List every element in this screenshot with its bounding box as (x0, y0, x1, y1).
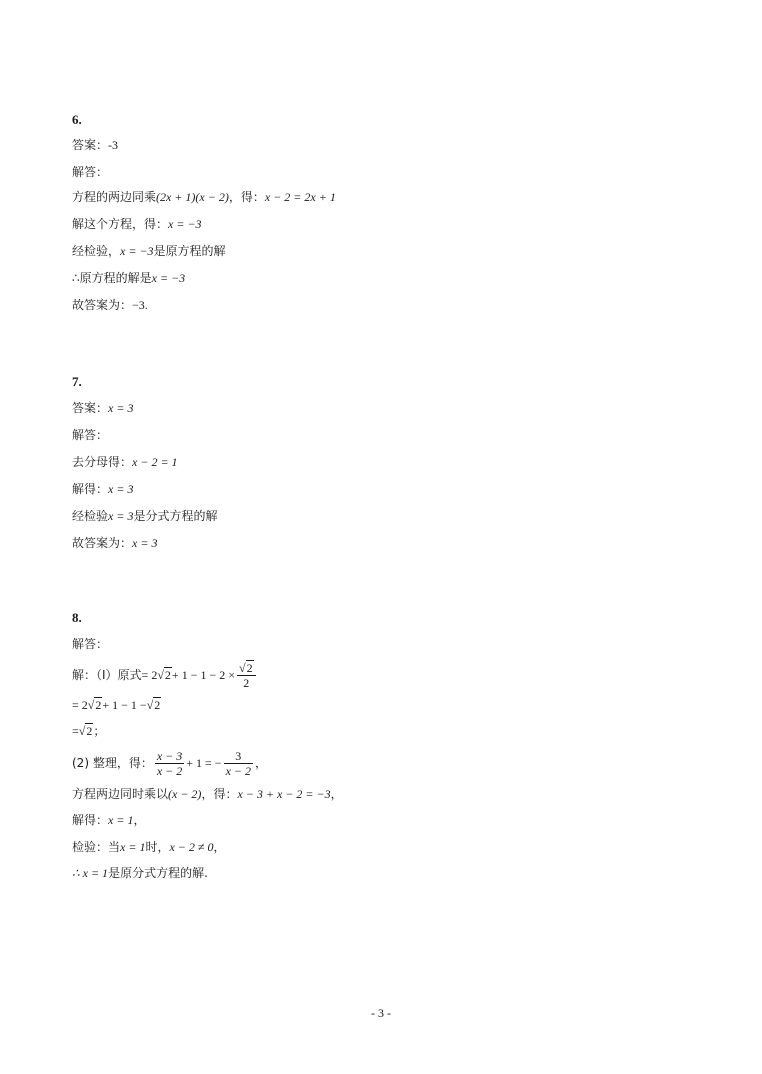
q6-step-4-text: ∴原方程的解是 (72, 271, 152, 285)
q7-step-2-text: 解得： (72, 482, 109, 496)
q8-step-5 (72, 786, 343, 802)
q6-step-1 (72, 189, 336, 205)
q7-answer-label: 答案： (72, 401, 109, 415)
q7-number: 7. (72, 374, 82, 389)
q8-step-1-fraction (237, 661, 256, 690)
q8-step-4-end: ， (255, 756, 268, 770)
q7-answer (72, 400, 133, 416)
q7-step-3 (72, 508, 217, 524)
q7-step-4-text: 故答案为： (72, 536, 133, 550)
q8-step-8 (72, 865, 208, 881)
q8-step-7-text2: 时， (145, 840, 170, 854)
q8-number: 8. (72, 610, 82, 625)
q8-step-7-math-1: x = 1 (120, 840, 146, 854)
q8-step-2-math-b: + 1 − 1 − (102, 698, 147, 712)
sqrt-symbol: √2 (87, 698, 102, 712)
q8-step-4-frac1-num: x − 3 (156, 749, 183, 763)
q8-step-3-end: ； (93, 724, 106, 738)
q6-step-2-math: x = −3 (168, 217, 202, 231)
q8-step-8-text: 是原分式方程的解. (108, 866, 208, 880)
q6-step-4-math: x = −3 (151, 271, 186, 285)
q8-step-7-math-2: x − 2 ≠ 0 (169, 840, 214, 854)
q8-step-5-math-1: (x − 2) (168, 787, 202, 801)
q8-step-7-text: 检验：当 (72, 840, 121, 854)
q8-step-1-text: 解：（Ⅰ）原式 (72, 668, 142, 682)
q8-step-4-fraction-1 (155, 749, 184, 778)
q6-number: 6. (72, 112, 82, 127)
q7-step-2 (72, 481, 133, 497)
q6-step-4 (72, 270, 185, 286)
q7-step-4 (72, 535, 157, 551)
q6-step-5 (72, 297, 148, 313)
q8-step-2-radicand: 2 (95, 698, 102, 712)
q8-step-1-frac-den: 2 (243, 676, 250, 690)
q8-step-8-math: ∴ x = 1 (72, 866, 109, 880)
q8-step-2-math-a: = 2 (72, 698, 88, 712)
q8-step-5-text2: ，得： (201, 787, 238, 801)
q7-step-3-math: x = 3 (108, 509, 134, 523)
q7-step-3-text: 经检验 (72, 509, 109, 523)
q8-solution-label: 解答： (72, 637, 109, 651)
sqrt-symbol: √2 (146, 698, 161, 712)
q6-step-3 (72, 243, 226, 259)
q8-step-7-end: ， (213, 840, 226, 854)
sqrt-symbol: √2 (78, 724, 93, 738)
q8-step-4-frac1-den: x − 2 (156, 764, 183, 778)
q8-step-1-math-a: = 2 (141, 668, 158, 682)
q7-step-1 (72, 454, 178, 470)
q8-step-5-math-2: x − 3 + x − 2 = −3 (237, 787, 331, 801)
q8-step-1 (72, 660, 258, 690)
q8-step-3 (72, 723, 105, 739)
q6-step-1-text: 方程的两边同乘 (72, 190, 157, 204)
q7-answer-math: x = 3 (108, 401, 134, 415)
q6-step-3-math: x = −3 (120, 244, 154, 258)
q6-step-5-math: −3. (132, 298, 148, 312)
q7-step-4-math: x = 3 (132, 536, 158, 550)
q8-step-6 (72, 812, 145, 828)
sqrt-symbol: √2 (157, 668, 171, 682)
q6-step-1-text2: ，得： (228, 190, 265, 204)
q6-solution-label: 解答： (72, 165, 109, 179)
q8-step-6-end: ， (133, 813, 146, 827)
q6-step-1-math: (2x + 1)(x − 2) (156, 190, 229, 204)
q8-step-7 (72, 839, 226, 855)
q8-step-5-end: ， (330, 787, 343, 801)
q8-step-4-frac2-den: x − 2 (225, 764, 252, 778)
q8-step-4-text: (2) 整理，得： (72, 756, 153, 770)
q6-answer-label: 答案： (72, 138, 109, 152)
q8-step-3-math: = (72, 724, 79, 738)
q8-step-4-mid: + 1 = − (186, 756, 222, 770)
q8-step-2-radicand-2: 2 (154, 698, 161, 712)
q8-step-4-fraction-2 (224, 749, 253, 778)
q8-step-1-frac-radicand: 2 (246, 661, 253, 675)
q6-step-3-text2: 是原方程的解 (153, 244, 226, 258)
q8-step-4 (72, 748, 267, 778)
q7-step-1-math: x − 2 = 1 (132, 455, 178, 469)
q6-step-5-text: 故答案为： (72, 298, 133, 312)
q8-step-2 (72, 697, 161, 713)
q6-answer (72, 137, 118, 153)
q8-step-6-text: 解得： (72, 813, 109, 827)
page-number: - 3 - (371, 1006, 391, 1020)
q8-step-5-text: 方程两边同时乘以 (72, 787, 169, 801)
q7-step-3-text2: 是分式方程的解 (133, 509, 218, 523)
q6-step-3-text: 经检验， (72, 244, 121, 258)
q6-answer-value: -3 (108, 138, 119, 152)
q7-solution-label: 解答： (72, 428, 109, 442)
q6-step-1-math2: x − 2 = 2x + 1 (264, 190, 336, 204)
q8-step-3-radicand: 2 (86, 724, 93, 738)
sqrt-symbol: √2 (239, 661, 253, 675)
q6-step-2-text: 解这个方程，得： (72, 217, 169, 231)
q7-step-2-math: x = 3 (108, 482, 134, 496)
q8-step-1-radicand: 2 (164, 668, 171, 682)
q6-step-2 (72, 216, 202, 232)
q8-step-4-frac2-num: 3 (224, 749, 253, 764)
q8-step-1-math-b: + 1 − 1 − 2 × (171, 668, 235, 682)
q8-step-6-math: x = 1 (108, 813, 134, 827)
q7-step-1-text: 去分母得： (72, 455, 133, 469)
